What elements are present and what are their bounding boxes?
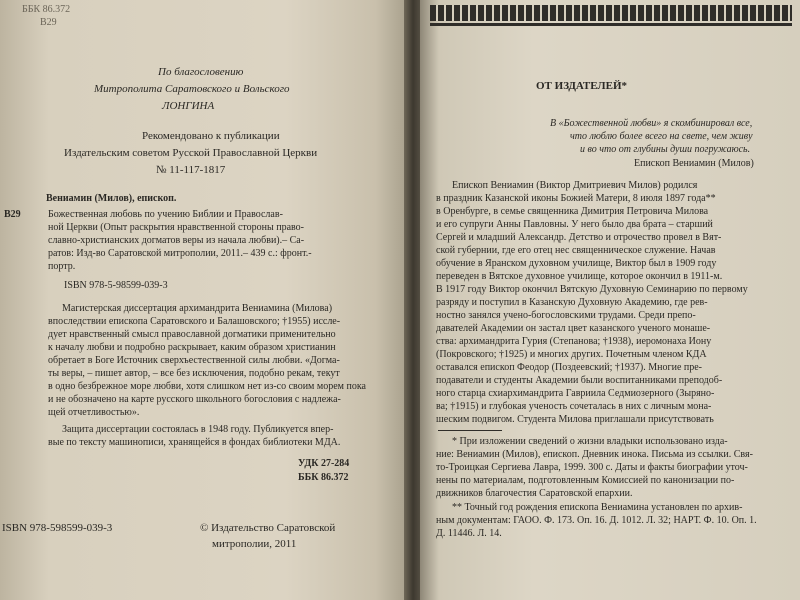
section-heading: ОТ ИЗДАТЕЛЕЙ* — [536, 80, 627, 92]
epigraph-line: что люблю более всего на свете, чем живу — [570, 131, 753, 142]
body-line: (Покровского; †1925) и многих других. Почетным членом КДА — [436, 349, 707, 360]
catalog-line: Божественная любовь по учению Библии и Православ- — [48, 209, 283, 220]
footnote-line: ным документам: ГАОО. Ф. 173. Оп. 16. Д. 1012. Л. 32; НАРТ. Ф. 10. Оп. 1. — [436, 515, 757, 526]
body-line: разряду и поступил в Казанскую Духовную Академию, где рев- — [436, 297, 708, 308]
catalog-line: ной Церкви (Опыт раскрытия нравственной стороны право- — [48, 222, 305, 233]
epigraph-line: и во что от глубины души погружаюсь. — [580, 144, 751, 155]
defense-line: Защита диссертации состоялась в 1948 году. Публикуется впер- — [62, 424, 334, 435]
body-line: ного старца схиархимандрита Гавриила Седмиозерного (Зыряно- — [436, 388, 715, 399]
body-line: в праздник Казанской иконы Божией Матери, 8 июля 1897 года** — [436, 193, 716, 204]
body-line: шеским подвигом. Студента Милова приглашали присутствовать — [436, 414, 714, 425]
footnote-line: движников благочестия Саратовской епархии. — [436, 488, 633, 499]
udk-code: УДК 27-284 — [298, 458, 350, 469]
body-line: В 1917 году Виктор окончил Вятскую Духовную Семинарию по первому — [436, 284, 748, 295]
copyright-line: © Издательство Саратовской — [200, 522, 336, 534]
footnote-line: нены по материалам, подготовленным Комиссией по канонизации по- — [436, 475, 735, 486]
body-line: переведен в Вятское духовное училище, которое окончил в 1911-м. — [436, 271, 723, 282]
body-line: давателей Академии он застал цвет казанского ученого монаше- — [436, 323, 711, 334]
body-line: ностно занялся учено-богословскими трудами. Среди препо- — [436, 310, 696, 321]
footnote-line: то-Троицкая Сергиева Лавра, 1999. 300 с. Даты и факты биографии уточ- — [436, 462, 748, 473]
body-line: ской губернии, где его отец нес священническое служение. Начав — [436, 245, 716, 256]
body-line: обучение в Яранском духовном училище, Виктор был в 1909 году — [436, 258, 717, 269]
blessing-line: ЛОНГИНА — [162, 100, 215, 112]
abstract-line: обретает в Боге Источник сверхъестественной силы любви. «Догма- — [48, 355, 340, 366]
footnote-line: * При изложении сведений о жизни владыки использовано изда- — [452, 436, 728, 447]
abstract-line: и не обозначено на карте русского школьного богословия с надлежа- — [48, 394, 341, 405]
abstract-line: Магистерская диссертация архимандрита Вениамина (Милова) — [62, 303, 333, 314]
catalog-code: В29 — [4, 209, 21, 220]
body-line: оставался епископ Феодор (Поздеевский; †1937). Многие пре- — [436, 362, 702, 373]
epigraph-line: В «Божественной любви» я скомбинировал все, — [550, 118, 753, 129]
ornamental-header-bar — [430, 5, 792, 21]
abstract-line: к началу любви и подробно раскрывает, каким образом христианин — [48, 342, 336, 353]
epigraph-author: Епископ Вениамин (Милов) — [634, 158, 754, 169]
body-line: в Оренбурге, в семье священника Димитрия Петровича Милова — [436, 206, 709, 217]
recommendation-line: Издательским советом Русской Православной Церкви — [64, 147, 318, 159]
body-line: Сергей и младший Александр. Детство и отрочество провел в Вят- — [436, 232, 722, 243]
blessing-line: Митрополита Саратовского и Вольского — [94, 83, 290, 95]
catalog-line: портр. — [48, 261, 76, 272]
top-bbk-code: ББК 86.372 — [22, 4, 71, 15]
ornamental-header-rule — [430, 23, 792, 26]
footnote-line: ние: Вениамин (Милов), епископ. Дневник инока. Письма из ссылки. Свя- — [436, 449, 753, 460]
footnote-line: Д. 11446. Л. 14. — [436, 528, 502, 539]
abstract-line: ты веры, – пишет автор, – все без исключения, подобно рекам, текут — [48, 368, 340, 379]
footnote-divider — [438, 430, 502, 431]
isbn: ISBN 978-5-98599-039-3 — [64, 280, 168, 291]
author-heading: Вениамин (Милов), епископ. — [46, 193, 177, 204]
body-line: и его супруги Анны Павловны. У него было два брата – старший — [436, 219, 713, 230]
abstract-line: щей отчетливостью». — [48, 407, 140, 418]
abstract-line: впоследствии епископа Саратовского и Балашовского; †1955) иссле- — [48, 316, 341, 327]
recommendation-line: № 11-117-1817 — [156, 164, 226, 176]
abstract-line: дует нравственный смысл православной догматики применительно — [48, 329, 336, 340]
abstract-line: в одно безбрежное море любви, хотя слишком нет из-со своим морем пока — [48, 381, 366, 392]
blessing-line: По благословению — [158, 66, 244, 78]
defense-line: вые по тексту машинописи, хранящейся в фондах библиотеки МДА. — [48, 437, 341, 448]
body-line: ва; †1915) и глубокая ученость сочеталась в них с личным мона- — [436, 401, 712, 412]
isbn-bottom: ISBN 978-598599-039-3 — [2, 522, 113, 534]
body-line: ства: архимандрита Гурия (Степанова; †1938), иеромонаха Иону — [436, 336, 712, 347]
footnote-line: ** Точный год рождения епископа Вениамина установлен по архив- — [452, 502, 743, 513]
body-line: подаватели и студенты Академии были воспитанниками преподоб- — [436, 375, 723, 386]
recommendation-line: Рекомендовано к публикации — [142, 130, 280, 142]
copyright-line: митрополии, 2011 — [212, 538, 297, 550]
top-catalog-code: В29 — [40, 17, 57, 28]
bbk-code: ББК 86.372 — [298, 472, 349, 483]
catalog-line: ратов: Изд-во Саратовской митрополии, 2011.– 439 с.: фронт.- — [48, 248, 312, 259]
catalog-line: славно-христианских догматов веры из начала любви).– Са- — [48, 235, 305, 246]
body-line: Епископ Вениамин (Виктор Дмитриевич Милов) родился — [452, 180, 698, 191]
